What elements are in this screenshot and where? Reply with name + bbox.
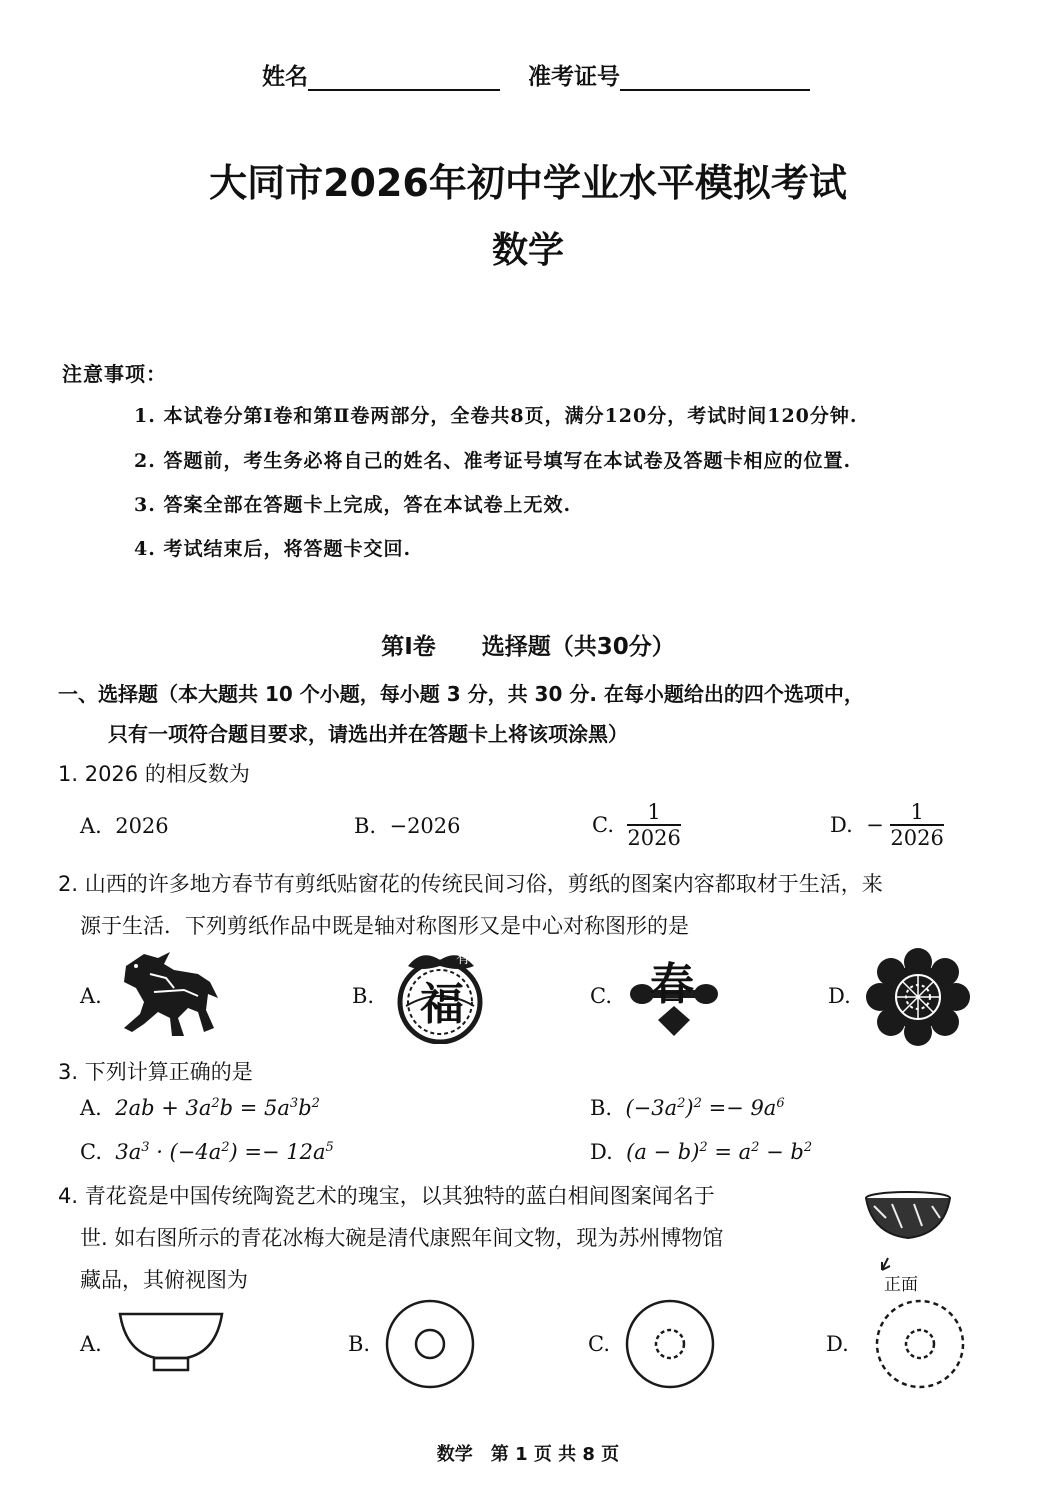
page-footer: 数学 第 1 页 共 8 页 (436, 1444, 620, 1465)
notice-heading: 注意事项： (62, 362, 167, 386)
q1-a-value: 2026 (115, 814, 169, 838)
notice-item-4: 4. 考试结束后，将答题卡交回. (134, 538, 412, 560)
q1-d-fraction (890, 800, 943, 850)
q3-b-expression: $(-3a^2)^2 =- 9a^6$ (625, 1096, 785, 1120)
notice-item-3: 3. 答案全部在答题卡上完成，答在本试卷上无效. (134, 494, 572, 516)
q1-c-denominator: 2026 (627, 826, 681, 850)
exam-id-field[interactable] (528, 58, 810, 91)
q3-option-a[interactable] (80, 1096, 320, 1120)
q1-c-label: C. (592, 813, 614, 837)
top-view-dashed-outer-icon (874, 1298, 966, 1390)
exam-id-label: 准考证号 (528, 64, 620, 90)
q1-option-b[interactable] (354, 814, 461, 838)
bowl-side-view-icon (116, 1312, 226, 1374)
q1-option-c[interactable] (592, 800, 681, 850)
q3-c-expression: $3a^3 \cdot (-4a^2) =- 12a^5$ (115, 1140, 334, 1164)
q2-stem-line1: 2. 山西的许多地方春节有剪纸贴窗花的传统民间习俗，剪纸的图案内容都取材于生活，来 (58, 872, 883, 896)
q1-option-a[interactable] (80, 814, 169, 838)
q4-stem-line2: 世. 如右图所示的青花冰梅大碗是清代康熙年间文物，现为苏州博物馆 (80, 1226, 724, 1250)
q3-d-label: D. (590, 1140, 613, 1164)
q1-option-d[interactable] (830, 800, 944, 850)
q2-stem-line2: 源于生活．下列剪纸作品中既是轴对称图形又是中心对称图形的是 (80, 914, 689, 938)
q3-d-expression: $(a - b)^2 = a^2 - b^2$ (626, 1140, 813, 1164)
notice-item-1: 1. 本试卷分第Ⅰ卷和第Ⅱ卷两部分，全卷共8页，满分120分，考试时间120分钟. (134, 405, 858, 427)
q3-a-expression: $2ab + 3a^2b = 5a^3b^2$ (115, 1096, 320, 1120)
exam-id-blank[interactable] (620, 67, 810, 91)
section-title: 第Ⅰ卷 选择题（共30分） (381, 634, 675, 660)
q1-d-label: D. (830, 813, 853, 837)
q1-stem: 1. 2026 的相反数为 (58, 762, 250, 786)
q4-b-label[interactable]: B. (348, 1332, 371, 1356)
q4-c-label[interactable]: C. (588, 1332, 610, 1356)
q1-b-label: B. (354, 814, 377, 838)
section-instruction-1: 一、选择题（本大题共 10 个小题，每小题 3 分，共 30 分. 在每小题给出的四个选项中， (58, 682, 864, 706)
q1-d-numerator: 1 (890, 800, 943, 826)
name-label: 姓名 (262, 64, 308, 90)
q3-option-d[interactable] (590, 1140, 812, 1164)
q3-option-c[interactable] (80, 1140, 334, 1164)
section-instruction-2: 只有一项符合题目要求，请选出并在答题卡上将该项涂黑） (108, 722, 628, 746)
top-view-dashed-inner-icon (624, 1298, 716, 1390)
q3-a-label: A. (80, 1096, 102, 1120)
porcelain-bowl-icon (862, 1188, 954, 1278)
q1-d-denominator: 2026 (890, 826, 944, 850)
q1-b-value: −2026 (389, 814, 461, 838)
q1-d-sign: − (866, 813, 884, 837)
exam-title: 大同市2026年初中学业水平模拟考试 (209, 161, 847, 205)
q4-d-label[interactable]: D. (826, 1332, 849, 1356)
q3-stem: 3. 下列计算正确的是 (58, 1060, 253, 1084)
q1-a-label: A. (80, 814, 102, 838)
q4-a-label[interactable]: A. (80, 1332, 102, 1356)
notice-item-2: 2. 答题前，考生务必将自己的姓名、准考证号填写在本试卷及答题卡相应的位置. (134, 450, 852, 472)
name-blank[interactable] (308, 67, 500, 91)
q2-b-label[interactable]: B. (352, 984, 375, 1008)
q2-c-label[interactable]: C. (590, 984, 612, 1008)
q2-a-label[interactable]: A. (80, 984, 102, 1008)
q2-b-top-glyph: 有 (456, 951, 470, 967)
horse-papercut-icon (114, 948, 224, 1040)
q2-c-glyph: 春 (650, 959, 694, 1010)
q4-stem-line3: 藏品，其俯视图为 (80, 1268, 248, 1292)
q1-c-fraction (627, 800, 680, 850)
flower-papercut-icon (866, 948, 970, 1046)
q2-b-glyph: 福 (420, 979, 464, 1030)
q3-b-label: B. (590, 1096, 613, 1120)
subject-title: 数学 (491, 230, 564, 271)
top-view-solid-inner-icon (384, 1298, 476, 1390)
q2-d-label[interactable]: D. (828, 984, 851, 1008)
q4-stem-line1: 4. 青花瓷是中国传统陶瓷艺术的瑰宝，以其独特的蓝白相间图案闻名于 (58, 1184, 715, 1208)
q1-c-numerator: 1 (627, 800, 680, 826)
name-field[interactable] (262, 58, 500, 91)
q4-front-label: 正面 (884, 1275, 918, 1295)
q3-option-b[interactable] (590, 1096, 785, 1120)
q3-c-label: C. (80, 1140, 102, 1164)
